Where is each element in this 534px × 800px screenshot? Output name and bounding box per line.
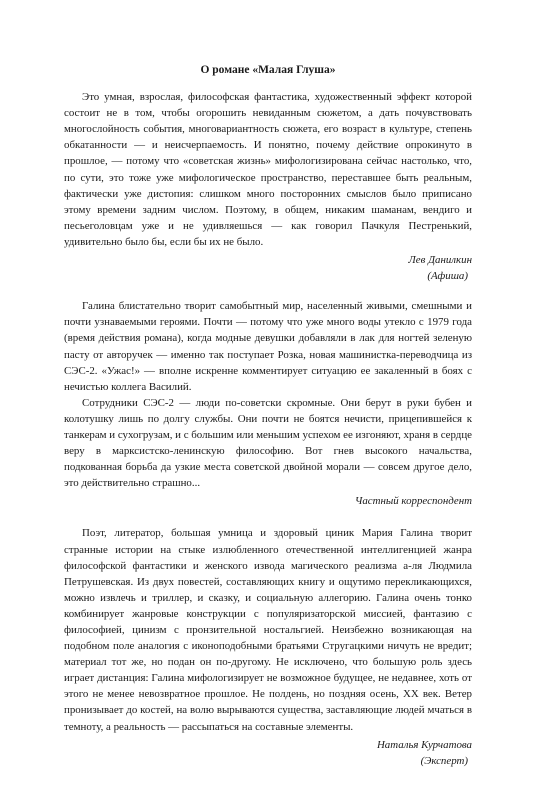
review-author: Частный корреспондент	[354, 495, 472, 508]
review-paragraph: Сотрудники СЭС-2 — люди по-советски скромные. Они берут в руки бубен и колотушку лишь по долгу службы. Они почти не боятся нечисти, прицепившейся к танкерам и сухогрузам, и с большим или меньшим успехом ее изгоняют, храня в сердце веру в марксистско-ленинскую философию. Вот гнев высокого начальства, подкованная борьба да узкие места советской двойной морали — совсем другое дело, это действительно страшно...	[64, 396, 473, 490]
page-title: О романе «Малая Глуша»	[200, 64, 336, 76]
review-attribution	[64, 737, 472, 769]
review-danilkin	[64, 89, 472, 284]
review-paragraph: Поэт, литератор, большая умница и здоровый циник Мария Галина творит странные истории на стыке излюбленного отечественной интеллигенцией жанра философской фантастики и женского извода магического реализма а-ля Людмила Петрушевская. Из двух повестей, составляющих книгу и ощутимо перекликающихся, можно извлечь и триллер, и сказку, и социальную аллегорию. Галина очень тонко комбинирует жанровые конструкции с популяризаторской миссией, фантазию с философией, цинизм с пронзительной ностальгией. Неизбежно возникающая на подобном поле аналогия с иконоподобными братьями Стругацкими ничуть не вредит; материал тот же, но подан он по-другому. Не исключено, что большую роль здесь играет дистанция: Галина мифологизирует не возможное будущее, не недавнее, хоть от этого не менее невозвратное прошлое. Не полдень, но поздняя осень, XX век. Ветер пронизывает до костей, на волю вырываются существа, заставляющие людей мчаться в темноту, а реальность — рассыпаться на составные элементы.	[64, 527, 472, 733]
review-paragraph: Это умная, взрослая, философская фантастика, художественный эффект которой состоит не в том, чтобы огорошить невиданным сюжетом, а дать почувствовать многослойность события, многовариантность сюжета, его возраст в культуре, степень обкатанности — и неисчерпаемость. И понятно, почему действие опрокинуто в прошлое, — потому что «советская жизнь» мифологизирована сейчас настолько, что, по сути, это тоже уже мифологическое пространство, переставшее быть реальным, фактически уже дистопия: слишком много посторонних смыслов было приписано этому времени задним числом. Поэтому, в общем, никаким шаманам, вендиго и песьеголовцам уже и не удивляешься — как говорил Пачкуля Пестренький, удивительно было бы, если бы их не было.	[64, 91, 472, 248]
review-source: (Эксперт)	[420, 754, 468, 767]
review-attribution	[64, 493, 472, 509]
review-correspondent	[64, 298, 472, 509]
review-source: (Афиша)	[427, 270, 468, 283]
review-attribution	[64, 252, 472, 284]
review-author: Лев Данилкин	[408, 254, 472, 267]
review-author: Наталья Курчатова	[376, 738, 472, 751]
review-paragraph: Галина блистательно творит самобытный мир, населенный живыми, смешными и почти узнаваемыми героями. Почти — потому что уже много воды утекло с 1979 года (время действия романа), когда модные девушки добавляли в лак для ногтей зеленую пасту от авторучек — именно так поступает Розка, новая машинистка-переводчица из СЭС-2. «Ужас!» — вполне искренне комментирует ситуацию ее закаленный в боях с нечистью коллега Василий.	[64, 300, 472, 393]
review-kurchatova	[64, 525, 472, 768]
